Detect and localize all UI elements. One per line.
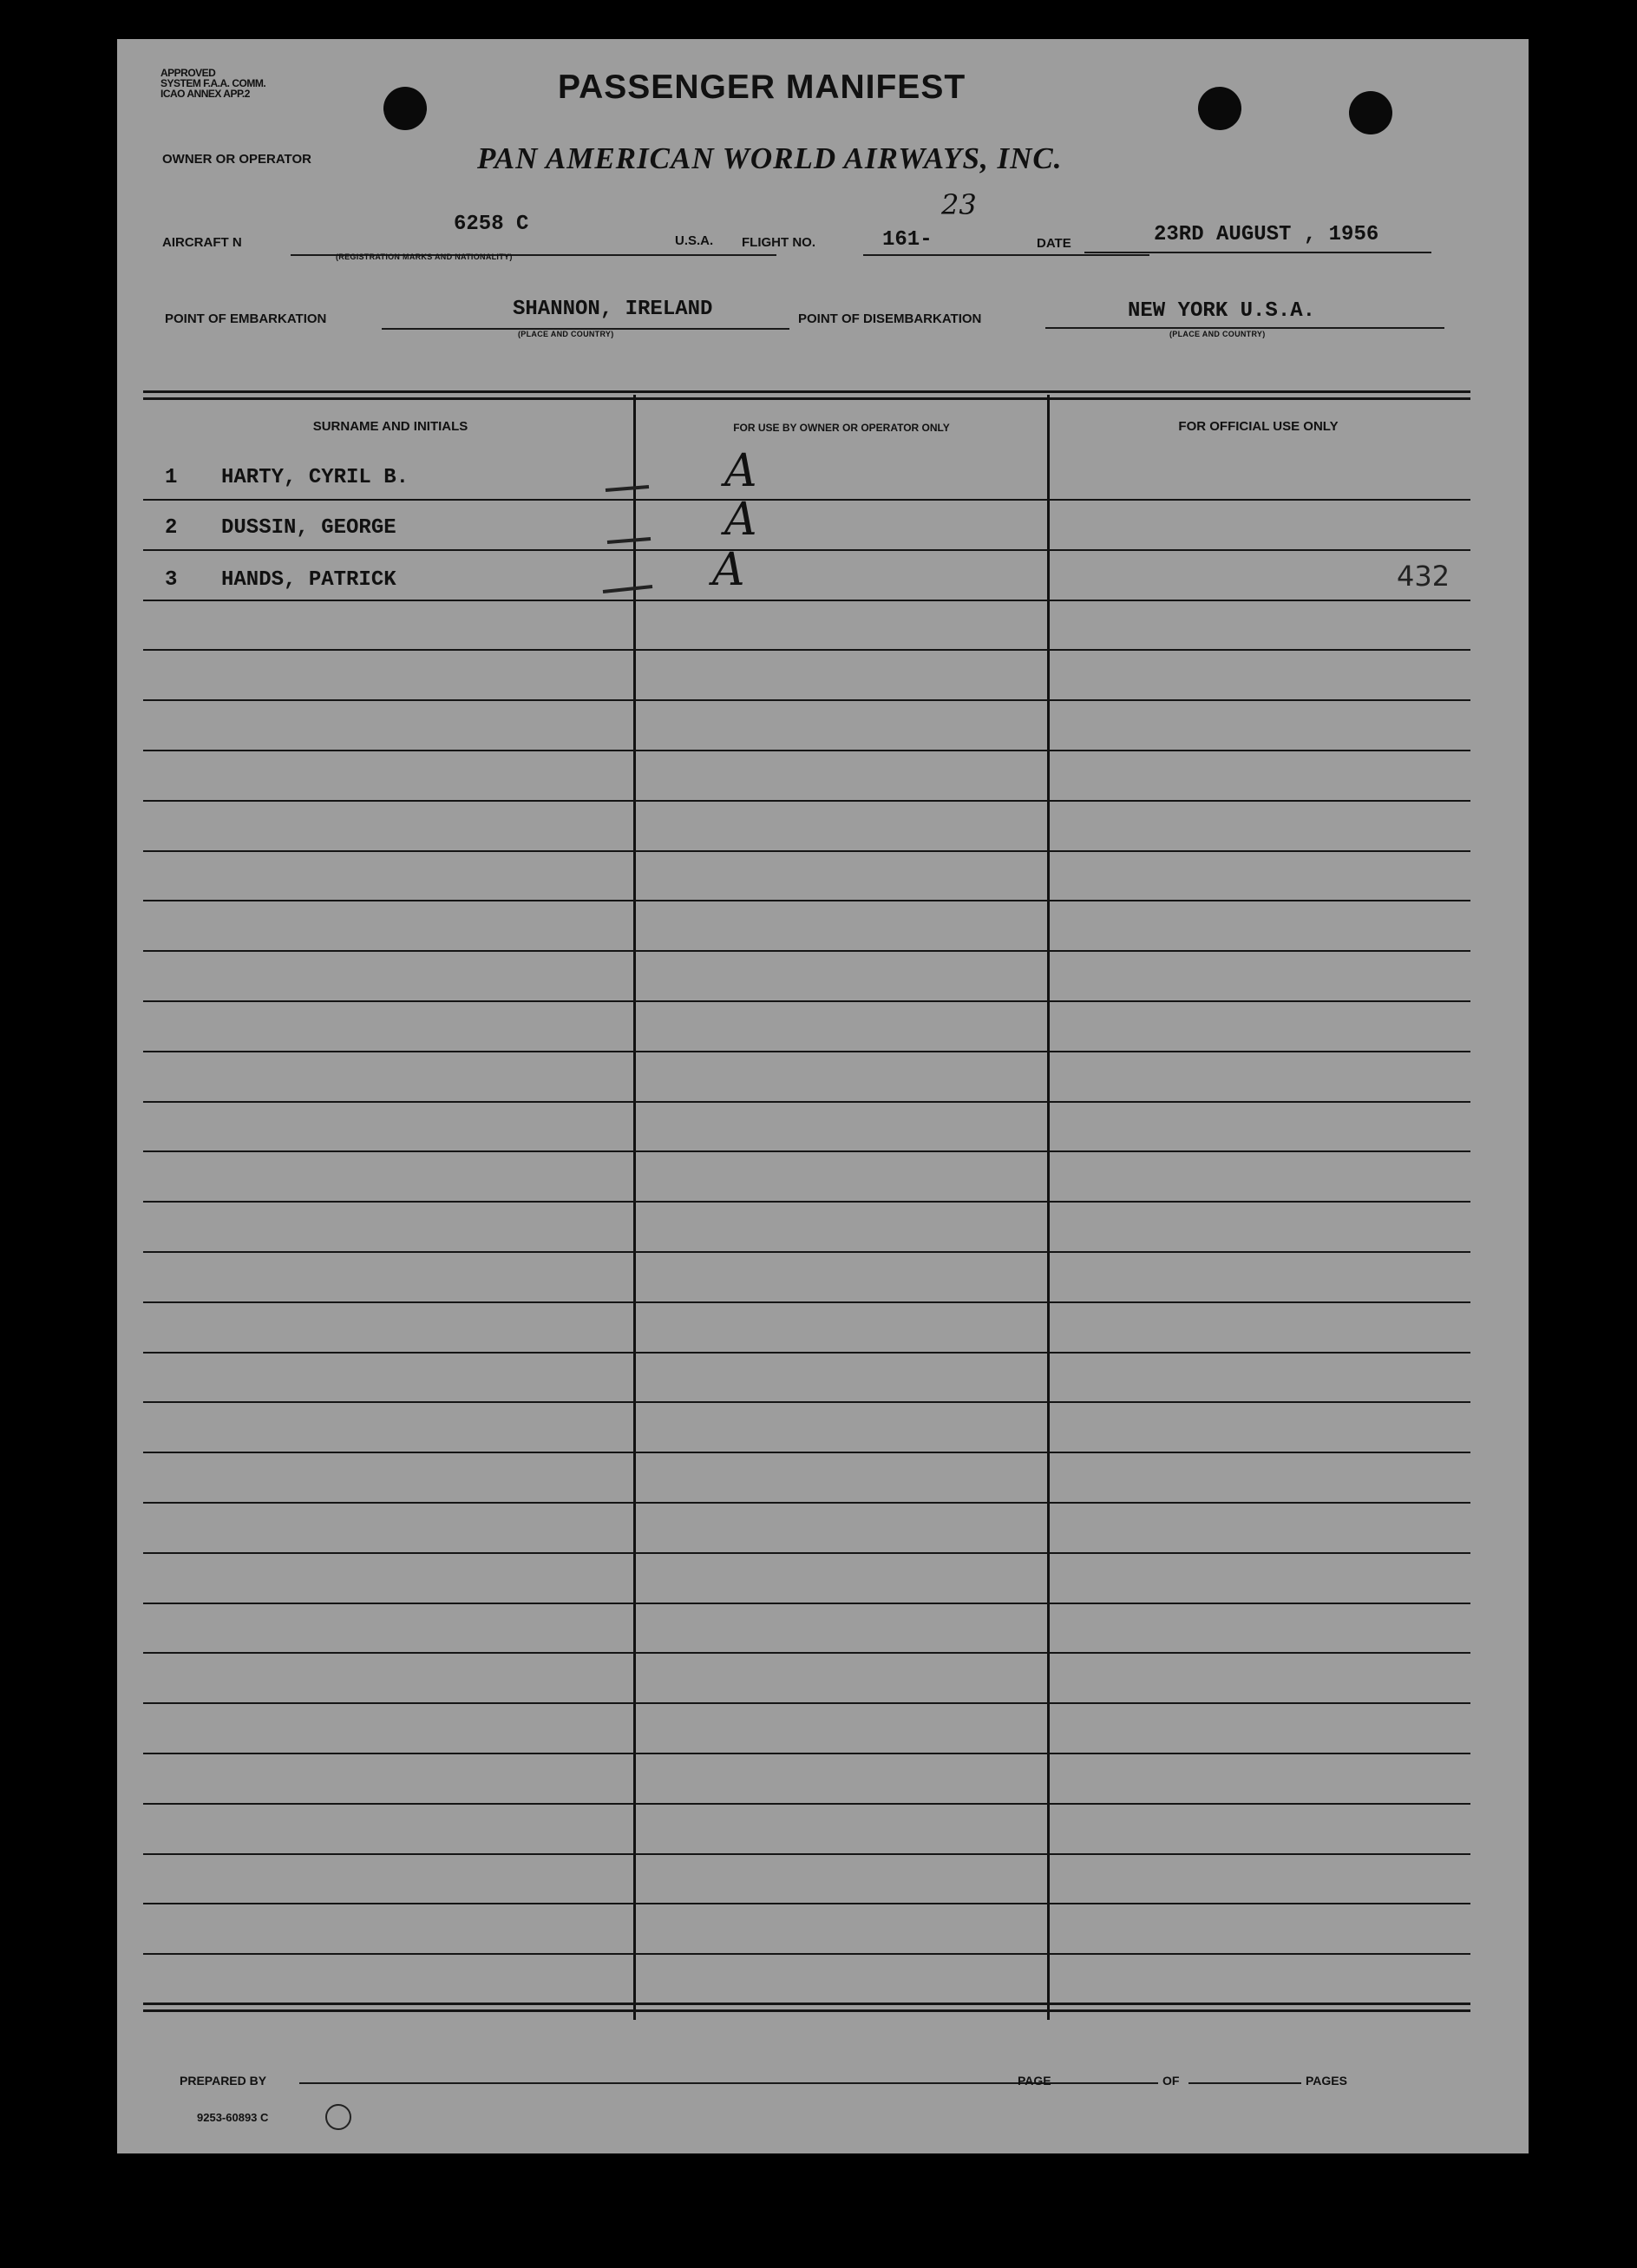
passenger-name: DUSSIN, GEORGE bbox=[221, 516, 396, 540]
table-rule-line bbox=[143, 1953, 1470, 1955]
table-rule-line bbox=[143, 1150, 1470, 1152]
table-rule-line bbox=[143, 950, 1470, 952]
table-rule-line bbox=[143, 1502, 1470, 1504]
table-rule-line bbox=[143, 499, 1470, 501]
table-rule-line bbox=[143, 1652, 1470, 1654]
col-header-operator: FOR USE BY OWNER OR OPERATOR ONLY bbox=[733, 422, 950, 434]
of-label: OF bbox=[1162, 2074, 1180, 2088]
table-rule-line bbox=[143, 1452, 1470, 1453]
union-label-icon bbox=[325, 2104, 351, 2130]
table-rule-line bbox=[143, 1853, 1470, 1855]
table-rule-line bbox=[143, 800, 1470, 802]
passenger-name: HANDS, PATRICK bbox=[221, 568, 396, 592]
table-rule-line bbox=[143, 1352, 1470, 1354]
col-header-surname: SURNAME AND INITIALS bbox=[312, 419, 468, 434]
owner-label: OWNER OR OPERATOR bbox=[162, 152, 311, 167]
row-number: 3 bbox=[165, 568, 178, 592]
operator-name: PAN AMERICAN WORLD AIRWAYS, INC. bbox=[477, 141, 1063, 175]
official-value: 432 bbox=[1397, 560, 1450, 593]
table-rule-line bbox=[143, 1051, 1470, 1052]
usa-label: U.S.A. bbox=[675, 233, 714, 248]
table-rule-line bbox=[143, 1552, 1470, 1554]
table-rule-line bbox=[143, 600, 1470, 601]
passenger-name: HARTY, CYRIL B. bbox=[221, 466, 409, 489]
flight-label: FLIGHT NO. bbox=[742, 235, 815, 250]
page-label: PAGE bbox=[1018, 2074, 1051, 2088]
table-rule-line bbox=[143, 1401, 1470, 1403]
table-rule-line bbox=[143, 1000, 1470, 1002]
table-rule-line bbox=[143, 1201, 1470, 1203]
row-number: 1 bbox=[165, 466, 178, 489]
embark-label: POINT OF EMBARKATION bbox=[165, 311, 327, 326]
table-rule-line bbox=[143, 850, 1470, 852]
flight-value: 161- bbox=[882, 228, 933, 252]
disembark-label: POINT OF DISEMBARKATION bbox=[798, 311, 982, 326]
registration-note: (REGISTRATION MARKS AND NATIONALITY) bbox=[336, 252, 513, 261]
operator-mark: A bbox=[712, 544, 745, 596]
punch-hole bbox=[383, 87, 427, 130]
handwritten-marks bbox=[599, 456, 729, 664]
form-number: 9253-60893 C bbox=[197, 2111, 269, 2124]
row-number: 2 bbox=[165, 516, 178, 540]
date-label: DATE bbox=[1037, 236, 1071, 251]
operator-mark: A bbox=[724, 445, 757, 497]
punch-hole bbox=[1198, 87, 1241, 130]
table-rule-line bbox=[143, 1803, 1470, 1805]
table-rule-line bbox=[143, 900, 1470, 901]
disembark-value: NEW YORK U.S.A. bbox=[1128, 299, 1316, 323]
table-rule-line bbox=[143, 649, 1470, 651]
table-rule-line bbox=[143, 699, 1470, 701]
table-rule-line bbox=[143, 1753, 1470, 1754]
approval-stamp: APPROVED SYSTEM F.A.A. COMM. ICAO ANNEX APP.2 bbox=[160, 67, 266, 100]
date-value: 23RD AUGUST , 1956 bbox=[1154, 223, 1379, 246]
page-title: PASSENGER MANIFEST bbox=[558, 69, 966, 106]
table-rule-line bbox=[143, 1903, 1470, 1904]
table-rule-line bbox=[143, 1301, 1470, 1303]
punch-hole bbox=[1349, 91, 1392, 134]
table-rule-line bbox=[143, 549, 1470, 551]
aircraft-label: AIRCRAFT N bbox=[162, 235, 242, 250]
prepared-by-label: PREPARED BY bbox=[180, 2074, 267, 2088]
table-rule-line bbox=[143, 1702, 1470, 1704]
table-rule-line bbox=[143, 1101, 1470, 1103]
operator-mark: A bbox=[724, 494, 757, 546]
pages-label: PAGES bbox=[1306, 2074, 1347, 2088]
col-header-official: FOR OFFICIAL USE ONLY bbox=[1178, 419, 1339, 434]
table-rule-line bbox=[143, 1251, 1470, 1253]
manifest-sheet bbox=[117, 39, 1529, 2153]
embark-value: SHANNON, IRELAND bbox=[513, 298, 713, 321]
table-rule-line bbox=[143, 750, 1470, 751]
flight-handwritten: 23 bbox=[941, 188, 977, 221]
aircraft-value: 6258 C bbox=[454, 213, 529, 236]
table-rule-line bbox=[143, 1603, 1470, 1604]
embark-note: (PLACE AND COUNTRY) bbox=[518, 330, 614, 338]
disembark-note: (PLACE AND COUNTRY) bbox=[1169, 330, 1266, 338]
